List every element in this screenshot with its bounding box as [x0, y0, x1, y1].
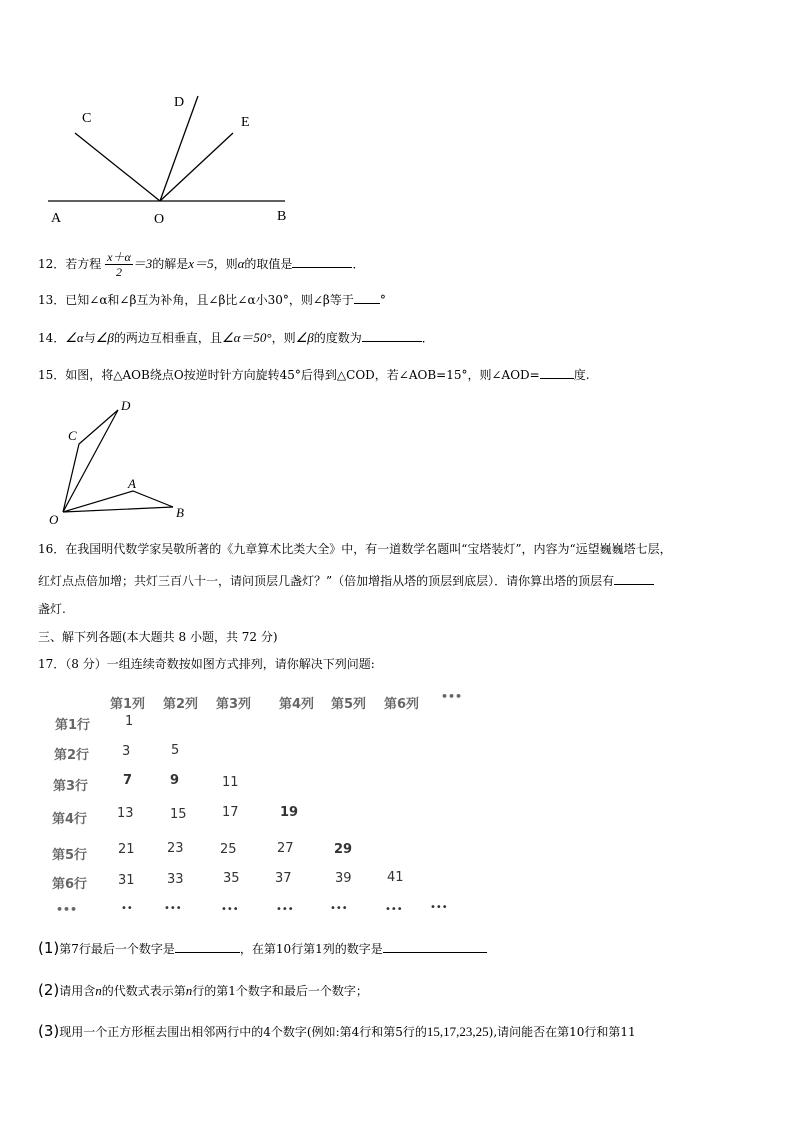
q12-suffix: 的取值是: [244, 257, 293, 271]
q17-sub2-n2: n: [185, 983, 193, 998]
col-header-1: 第1列: [110, 697, 146, 712]
label-d: D: [174, 95, 185, 110]
label-o: O: [154, 212, 165, 227]
q17-sub1-text2: ，在第10行第1列的数字是: [239, 942, 383, 956]
q17-sub2-text3: 行的第1个数字和最后一个数字；: [192, 984, 368, 998]
row-header-5: 第5行: [52, 848, 88, 863]
label-b: B: [176, 505, 184, 520]
figure-angles-aob: [40, 88, 300, 228]
q17-sub3-set: 15,17,23,25: [426, 1024, 489, 1039]
question-14: [38, 329, 434, 346]
table-cell: 19: [280, 805, 299, 820]
q12-fraction: [105, 250, 133, 279]
q14-alpha-value: ∠α＝50°: [221, 330, 272, 345]
row-header-more: •••: [56, 903, 78, 916]
table-cell: •••: [430, 902, 448, 913]
question-17-title: 17．（8 分）一组连续奇数按如图方式排列，请你解决下列问题:: [38, 657, 375, 671]
q15-text: 15．如图，将△AOB绕点O按逆时针方向旋转45°后得到△COD，若∠AOB=15°，则∠AOD=: [38, 368, 540, 382]
table-cell: 25: [220, 842, 237, 857]
table-cell: ••: [121, 903, 133, 914]
q17-sub3-label: (3): [38, 1022, 60, 1040]
table-cell: 37: [275, 871, 292, 886]
table-cell: 21: [118, 842, 135, 857]
q17-sub3-text2: ),请问能否在第10行和第11: [488, 1025, 636, 1039]
question-12: [38, 250, 364, 279]
table-cell: 13: [117, 806, 134, 821]
q12-answer-blank[interactable]: [292, 255, 352, 268]
table-cell: 11: [222, 775, 239, 790]
q14-mid2: 的两边互相垂直，且: [113, 331, 222, 345]
row-header-4: 第4行: [52, 812, 88, 827]
table-cell: 1: [125, 714, 134, 729]
col-header-more: •••: [441, 690, 463, 703]
table-cell: 9: [170, 773, 180, 788]
q13-text: 13．已知∠α和∠β互为补角，且∠β比∠α小30°，则∠β等于: [38, 293, 354, 307]
table-cell: •••: [385, 904, 403, 915]
q12-after: ，则: [213, 257, 238, 271]
table-cell: 23: [167, 841, 184, 856]
row-header-3: 第3行: [53, 779, 89, 794]
question-16-line2: [38, 572, 654, 589]
q15-end: 度.: [573, 368, 590, 382]
q12-frac-num: x＋α: [107, 250, 131, 264]
table-cell: 27: [277, 841, 294, 856]
q12-end: ．: [352, 257, 365, 271]
col-header-2: 第2列: [163, 697, 199, 712]
question-13: [38, 291, 386, 308]
label-a: A: [128, 476, 136, 491]
q12-mid: 的解是: [152, 257, 189, 271]
q12-number: 12．: [38, 257, 66, 271]
q17-sub-3: [38, 1023, 636, 1040]
col-header-6: 第6列: [384, 697, 420, 712]
q17-sub2-text1: 请用含: [59, 984, 96, 998]
table-cell: 31: [118, 873, 135, 888]
section-3-title: 三、解下列各题(本大题共 8 小题，共 72 分): [38, 630, 278, 644]
table-cell: •••: [330, 903, 348, 914]
q16-line3: 盏灯.: [38, 602, 66, 616]
table-cell: 33: [167, 872, 184, 887]
table-cell: •••: [221, 904, 239, 915]
q16-answer-blank[interactable]: [614, 572, 654, 585]
q17-sub3-text1: 现用一个正方形框去围出相邻两行中的4个数字(例如:第4行和第5行的: [59, 1025, 427, 1039]
table-cell: 29: [334, 842, 353, 857]
q12-prefix: 若方程: [65, 257, 102, 271]
label-a: A: [51, 211, 62, 226]
table-cell: 3: [122, 744, 131, 759]
q17-sub-1: [38, 940, 487, 957]
q14-angle-alpha: ∠α: [65, 330, 84, 345]
table-cell: 41: [387, 870, 404, 885]
q12-frac-den: 2: [115, 265, 122, 279]
q14-mid1: 与: [83, 331, 96, 345]
table-cell: •••: [164, 903, 182, 914]
table-cell: •••: [276, 904, 294, 915]
q14-angle-beta-2: ∠β: [295, 330, 314, 345]
table-cell: 5: [171, 743, 180, 758]
q12-alpha: α: [237, 256, 245, 271]
q17-sub2-text2: 的代数式表示第: [101, 984, 186, 998]
table-cell: 17: [222, 805, 239, 820]
label-c: C: [68, 428, 77, 443]
q16-line1: 16．在我国明代数学家吴敬所著的《九章算术比类大全》中，有一道数学名题叫“宝塔装灯”，内容为“远望巍巍塔七层，: [38, 542, 672, 556]
question-15: [38, 366, 590, 383]
q14-mid3: ，则: [271, 331, 296, 345]
label-o: O: [49, 512, 59, 527]
col-header-5: 第5列: [331, 697, 367, 712]
row-header-2: 第2行: [54, 748, 90, 763]
table-cell: 39: [335, 871, 352, 886]
q17-sub2-n1: n: [95, 983, 102, 998]
label-e: E: [241, 115, 250, 130]
q17-sub2-label: (2): [38, 981, 60, 999]
row-header-6: 第6行: [52, 877, 88, 892]
label-b: B: [277, 209, 287, 224]
table-cell: 15: [170, 807, 187, 822]
table-cell: 35: [223, 871, 240, 886]
col-header-3: 第3列: [216, 697, 252, 712]
col-header-4: 第4列: [279, 697, 315, 712]
q14-number: 14．: [38, 331, 66, 345]
q17-sub1-blank2[interactable]: [383, 940, 487, 953]
q14-angle-beta: ∠β: [95, 330, 114, 345]
q14-mid4: 的度数为: [313, 331, 362, 345]
row-header-1: 第1行: [55, 718, 91, 733]
q14-answer-blank[interactable]: [362, 329, 422, 342]
q16-line2: 红灯点点倍加增；共灯三百八十一，请问顶层几盏灯？”（倍加增指从塔的顶层到底层）．请你算出塔的顶层有: [38, 574, 615, 588]
q13-answer-blank[interactable]: [354, 291, 380, 304]
question-16: [38, 541, 672, 557]
label-c: C: [82, 111, 92, 126]
q14-end: ．: [421, 331, 434, 345]
q17-sub1-text1: 第7行最后一个数字是: [59, 942, 175, 956]
q17-sub1-label: (1): [38, 939, 60, 957]
label-d: D: [121, 398, 131, 413]
q13-end: °: [379, 293, 386, 307]
figure-rotation-aob-cod: [45, 396, 195, 528]
question-16-line3: [38, 601, 66, 617]
q15-answer-blank[interactable]: [540, 366, 574, 379]
q12-solution: x＝5: [188, 256, 214, 271]
table-cell: 7: [123, 773, 133, 788]
q17-sub-2: [38, 982, 368, 999]
q12-equals: ＝3: [132, 256, 153, 271]
q17-sub1-blank1[interactable]: [175, 940, 240, 953]
